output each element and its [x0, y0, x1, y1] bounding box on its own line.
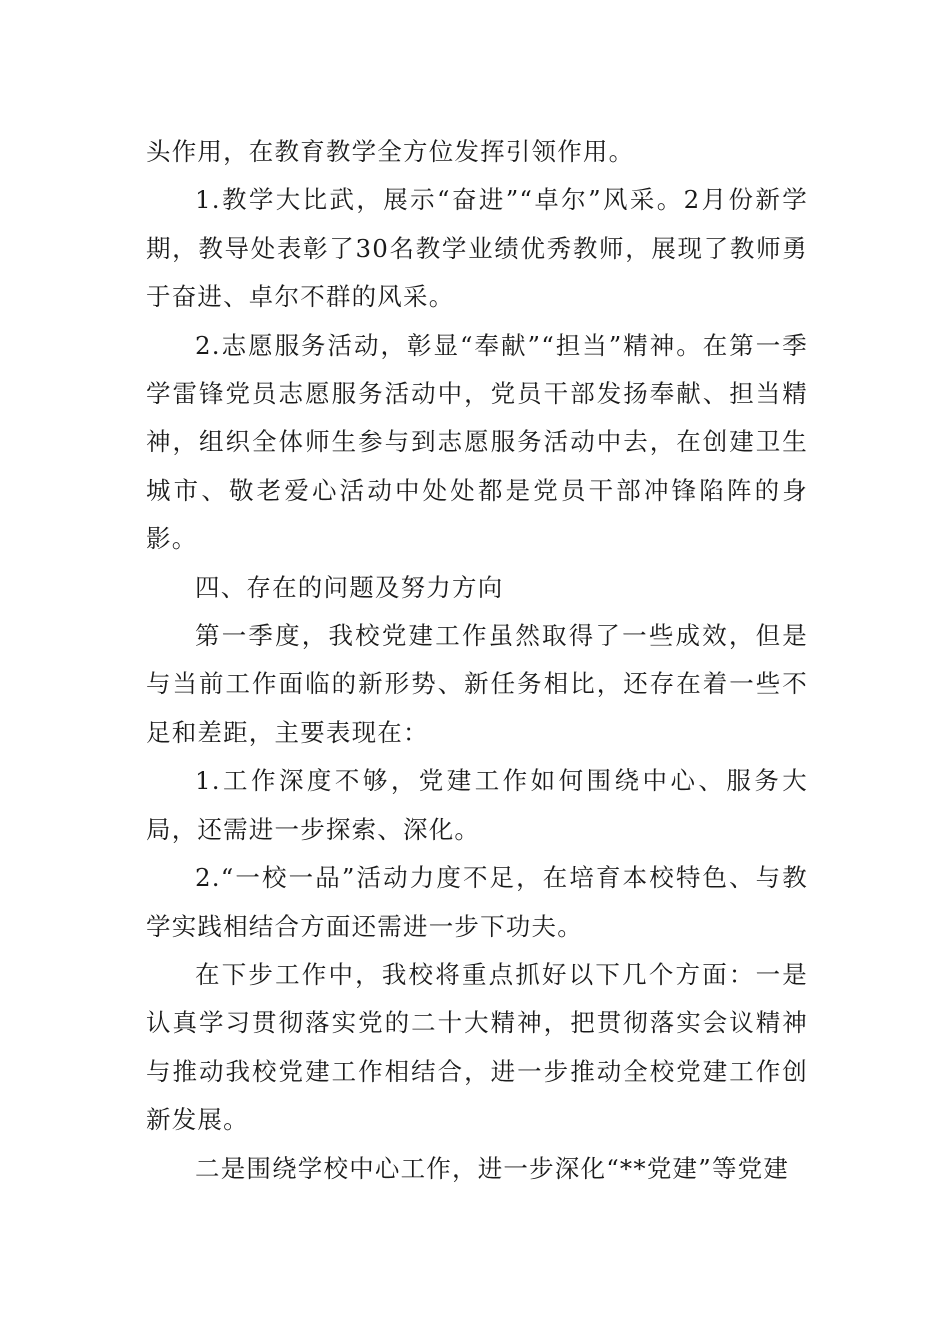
paragraph-problem-depth: 1.工作深度不够，党建工作如何围绕中心、服务大局，还需进一步探索、深化。: [146, 766, 808, 844]
paragraph-second-point: 二是围绕学校中心工作，进一步深化“**党建”等党建: [195, 1153, 790, 1183]
document-body: [146, 128, 808, 1193]
paragraph-item-teaching-competition: 1.教学大比武，展示“奋进”“卓尔”风采。2月份新学期，教导处表彰了30名教学业绩优秀教师，展现了教师勇于奋进、卓尔不群的风采。: [146, 185, 808, 312]
paragraph-next-steps: 在下步工作中，我校将重点抓好以下几个方面：一是认真学习贯彻落实党的二十大精神，把贯彻落实会议精神与推动我校党建工作相结合，进一步推动全校党建工作创新发展。: [146, 959, 808, 1135]
paragraph-continuation: 头作用，在教育教学全方位发挥引领作用。: [146, 137, 635, 166]
paragraph-problem-one-school-one-brand: 2.“一校一品”活动力度不足，在培育本校特色、与教学实践相结合方面还需进一步下功夫。: [146, 863, 808, 941]
section-heading-problems: 四、存在的问题及努力方向: [195, 572, 504, 602]
paragraph-item-volunteer-service: 2.志愿服务活动，彰显“奉献”“担当”精神。在第一季学雷锋党员志愿服务活动中，党员干部发扬奉献、担当精神，组织全体师生参与到志愿服务活动中去，在创建卫生城市、敬老爱心活动中处处都是党员干部冲锋陷阵的身影。: [146, 330, 808, 554]
paragraph-problems-intro: 第一季度，我校党建工作虽然取得了一些成效，但是与当前工作面临的新形势、新任务相比，还存在着一些不足和差距，主要表现在：: [146, 621, 808, 747]
